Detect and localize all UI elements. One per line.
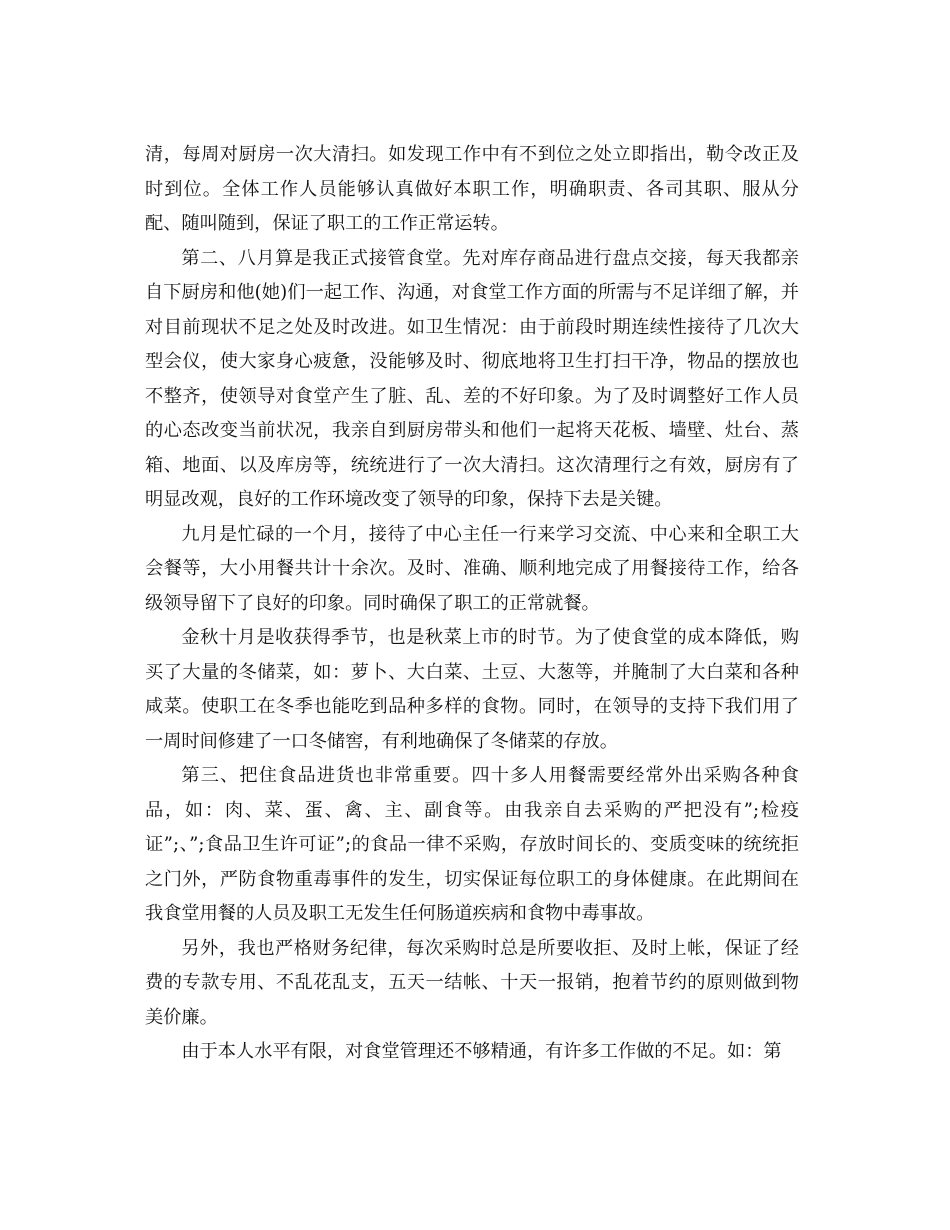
paragraph-continuation: 清，每周对厨房一次大清扫。如发现工作中有不到位之处立即指出，勒令改正及时到位。全体工作人员能够认真做好本职工作，明确职责、各司其职、服从分配、随叫随到，保证了职工的工作正常运转。	[145, 144, 799, 234]
paragraph-food-purchasing: 第三、把住食品进货也非常重要。四十多人用餐需要经常外出采购各种食品，如：肉、菜、蛋、禽、主、副食等。由我亲自去采购的严把没有”;检疫证”;、”;食品卫生许可证”;的食品一律不采购，存放时间长的、变质变味的统统拒之门外，严防食物重毒事件的发生，切实保证每位职工的身体健康。在此期间在我食堂用餐的人员及职工无发生任何肠道疾病和食物中毒事故。	[145, 765, 799, 924]
paragraph-october: 金秋十月是收获得季节，也是秋菜上市的时节。为了使食堂的成本降低，购买了大量的冬储菜，如：萝卜、大白菜、土豆、大葱等，并腌制了大白菜和各种咸菜。使职工在冬季也能吃到品种多样的食物。同时，在领导的支持下我们用了一周时间修建了一口冬储窖，有利地确保了冬储菜的存放。	[145, 627, 799, 752]
document-body	[145, 138, 799, 1070]
paragraph-shortcomings: 由于本人水平有限，对食堂管理还不够精通，有许多工作做的不足。如：第	[181, 1041, 782, 1062]
paragraph-september: 九月是忙碌的一个月，接待了中心主任一行来学习交流、中心来和全职工大会餐等，大小用餐共计十余次。及时、准确、顺利地完成了用餐接待工作，给各级领导留下了良好的印象。同时确保了职工的正常就餐。	[145, 523, 799, 614]
paragraph-finance: 另外，我也严格财务纪律，每次采购时总是所要收拒、及时上帐，保证了经费的专款专用、不乱花乱支，五天一结帐、十天一报销，抱着节约的原则做到物美价廉。	[145, 937, 799, 1028]
paragraph-august: 第二、八月算是我正式接管食堂。先对库存商品进行盘点交接，每天我都亲自下厨房和他(她)们一起工作、沟通，对食堂工作方面的所需与不足详细了解，并对目前现状不足之处及时改进。如卫生情况：由于前段时期连续性接待了几次大型会仪，使大家身心疲惫，没能够及时、彻底地将卫生打扫干净，物品的摆放也不整齐，使领导对食堂产生了脏、乱、差的不好印象。为了及时调整好工作人员的心态改变当前状况，我亲自到厨房带头和他们一起将天花板、墙壁、灶台、蒸箱、地面、以及库房等，统统进行了一次大清扫。这次清理行之有效，厨房有了明显改观，良好的工作环境改变了领导的印象，保持下去是关键。	[145, 247, 799, 510]
